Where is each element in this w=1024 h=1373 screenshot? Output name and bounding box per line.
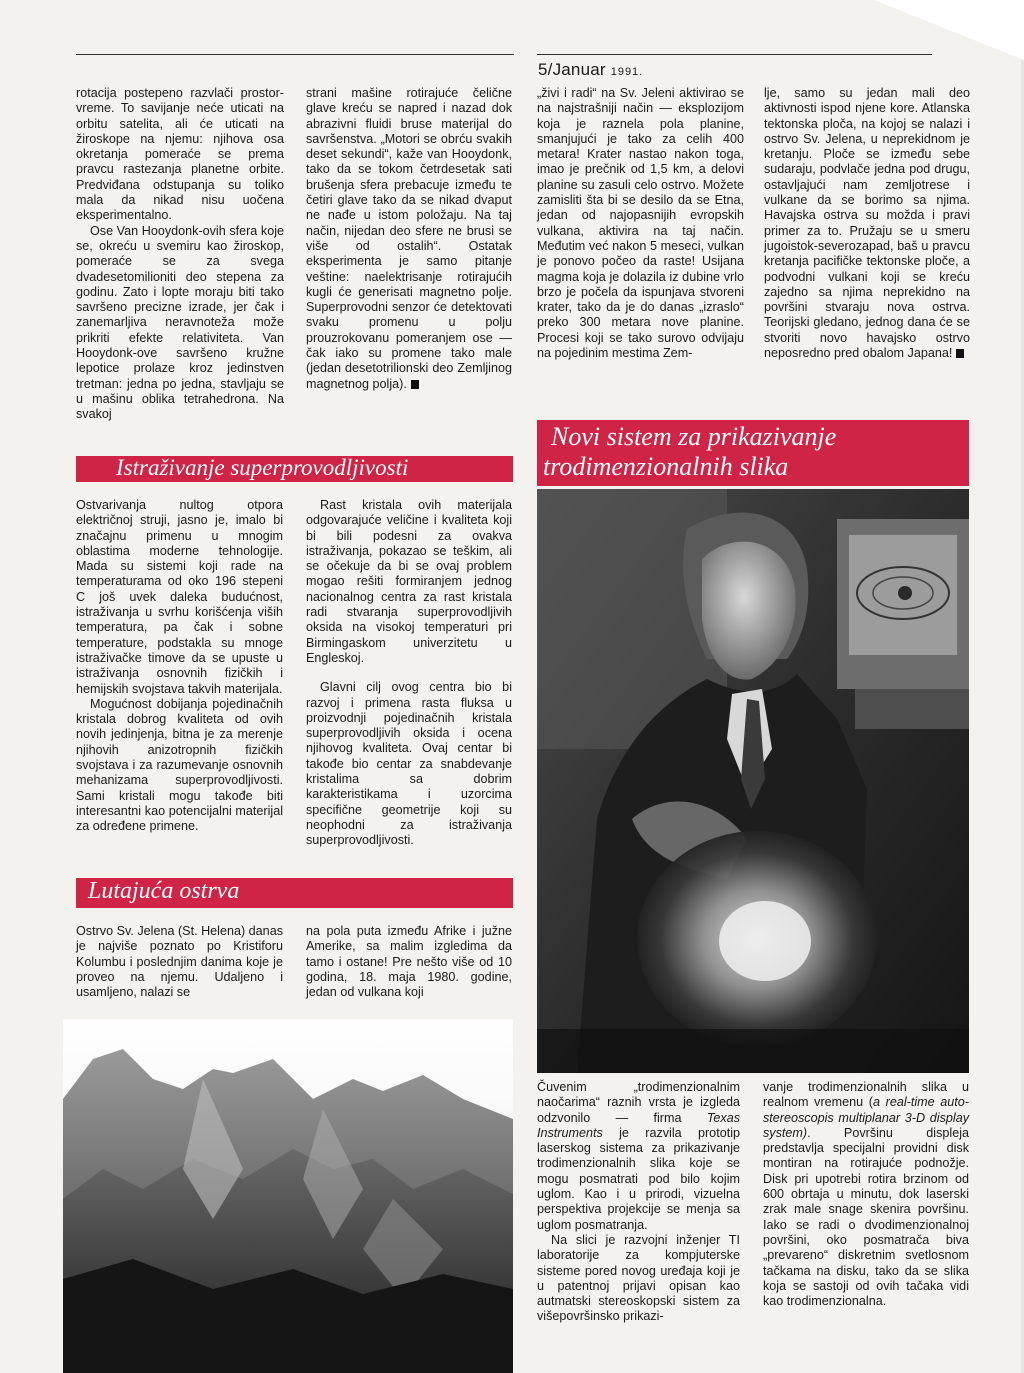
islands-col-2 (306, 924, 512, 1000)
display-article-col-1 (537, 1080, 740, 1325)
section-header-3d-display (537, 420, 969, 486)
article-col-4-top (764, 86, 970, 361)
paragraph: Ostrvo Sv. Jelena (St. Helena) danas je najviše poznato po Kristiforu Kolumbu i poslednjim danima koje je proveo na njemu. Udaljeno i usamljeno, nalazi se (76, 924, 283, 1000)
section-header-islands (76, 878, 513, 908)
article-col-2-top (306, 86, 512, 392)
paragraph: Glavni cilj ovog centra bio bi razvoj i primena rasta fluksa u proizvodnji pojedinačnih kristala superprovodljivih oksida i ocena njihovog kvaliteta. Ovaj centar bi takođe bio centar za snabdevanje kristalima sa dobrim karakteristikama i uzorcima specifične geometrije koji su neophodni za istraživanja superprovodljivosti. (306, 680, 512, 848)
paragraph-text: je razvila prototip laserskog sistema za prikazivanje trodimenzionalnih slika koje se mogu posmatrati pod bilo kojim uglom. Kao i u prirodi, vizuelna perspektiva projekcije se menja sa uglom posmatranja. (537, 1125, 740, 1232)
section-title-line-2: trodimenzionalnih slika (543, 452, 789, 481)
paragraph: na pola puta između Afrike i južne Amerike, sa malim izgledima da tamo i ostane! Pre nešto više od 10 godina, 18. maja 1980. godine, jedan od vulkana koji (306, 924, 512, 1000)
superconductivity-col-2 (306, 498, 512, 894)
paragraph: Ose Van Hooydonk-ovih sfera koje se, okreću u svemiru kao žiroskop, pomeraće se za svega dvadesetomilioniti deo stepena za godinu. Zato i lopte moraju biti tako savršeno precizne izrade, jer čak i zanemarljiva neravnoteža može prikriti efekte relativiteta. Van Hooydonk-ove savršeno kružne lepotice prolaze kroz jedinstven tretman: jedna po jedna, stavljaju se u mašinu oblika tetrahedrona. Na svakoj (76, 223, 284, 422)
island-landscape-photo (63, 1019, 513, 1373)
paragraph-text: strani mašine rotirajuće čelične glave kreću se napred i nazad dok abrazivni fluidi bruse materijal do savršenstva. „Motori se obrću svakih deset sekundi“, kaže van Hooydonk, tako da se tokom četrdesetak sati brušenja sfera prebacuje između te četiri glave tako da se nikad dvaput ne nađe u istom položaju. Na taj način, nijedan deo sfere ne brusi se više od ostalih“. Ostatak eksperimenta je samo pitanje veštine: naelektrisanje rotirajućih kugli će generisati magnetno polje. Superprovodni senzor će detektovati svaku promenu u polju prouzrokovanu pomeranjem ose — čak iako su promene tako male (jedan desetotrilionski deo Zemljinog magnetnog polja). (306, 86, 512, 391)
article-col-3-top (537, 86, 744, 361)
superconductivity-col-1 (76, 498, 283, 835)
engineer-photo (537, 489, 969, 1073)
paragraph (763, 1080, 969, 1309)
paragraph (537, 1080, 740, 1233)
article-col-1-top (76, 86, 284, 423)
paragraph: Ostvarivanja nultog otpora električnoj struji, jasno je, imalo bi značajnu primenu u mnogim oblastima moderne tehnologije. Mada su sistemi koji rade na temperaturama od oko 196 stepeni C još uvek daleka budućnost, istraživanja u svrhu korišćenja viših temperatura, pa čak i sobne temperature, podstakla su mnoge istraživačke timove da se upuste u istraživanja osnovnih fizičkih i hemijskih svojstava takvih materijala. (76, 498, 283, 696)
islands-col-1 (76, 924, 283, 1000)
paragraph: „živi i radi“ na Sv. Jeleni aktivirao se na najstrašniji način — eksplozijom koja je raznela pola planine, smanjujući je tako za celih 400 metara! Krater nastao nakon toga, imao je prečnik od 1,5 km, a delovi planine su zasuli celo ostrvo. Možete zamisliti šta bi se desilo da se Etna, jedan od najopasnijih evropskih vulkana, aktivira na taj način. Međutim već nakon 5 meseci, vulkan je ponovo počeo da raste! Usijana magma koja je dolazila iz dubine vrlo brzo je počela da ispunjava stvoreni krater, tako da je do danas „izraslo“ preko 300 metara nove planine. Procesi koji se tako surovo odvijaju na pojedinim mestima Zem- (537, 86, 744, 361)
section-title: Lutajuća ostrva (88, 878, 240, 904)
paragraph: Mogućnost dobijanja pojedinačnih kristala dobrog kvaliteta od ovih novih jedinjenja, bitna je za merenje njihovih anizotropnih fizičkih svojstava i za razumevanje osnovnih mehanizama superprovodljivosti. Sami kristali mogu takođe biti interesantni kao potencijalni materijal za određene primene. (76, 696, 283, 834)
display-article-col-2 (763, 1080, 969, 1309)
paragraph: Na slici je razvojni inženjer TI laboratorije za kompjuterske sisteme pored novog uređaja koji je u patentnoj prijavi opisan kao autmatski stereoskopski sistem za višepovršinsko prikazi- (537, 1232, 740, 1324)
end-mark (956, 349, 964, 358)
issue-year: 1991. (610, 66, 644, 78)
system-name: a real-time auto-stereoscopis multiplanar 3-D display system) (763, 1095, 969, 1140)
issue-label (538, 60, 643, 80)
paragraph (306, 86, 512, 392)
paragraph-text: vanje trodimenzionalnih slika u realnom vremenu ( (763, 1080, 969, 1110)
paragraph: Rast kristala ovih materijala odgovarajuće veličine i kvaliteta koji bi bili podesni za ovakva istraživanja, pokazao se teškim, ali se očekuje da bi se ovaj problem mogao rešiti formiranjem jednog nacionalnog centra za rast kristala radi stvaranja superprovodljivih oksida na visokoj temperaturi pri Birmingaskom univerzitetu u Engleskoj. (306, 498, 512, 665)
company-name: Texas Instruments (537, 1110, 740, 1140)
section-title: Istraživanje superprovodljivosti (116, 456, 409, 480)
section-header-superconductivity (76, 456, 513, 482)
section-title-line-1: Novi sistem za prikazivanje (551, 422, 837, 451)
paper-corner (874, 0, 1024, 60)
paragraph-text: Čuvenim „trodimenzionalnim naočarima“ raznih vrsta je izgleda odzvonilo — firma (537, 1080, 740, 1125)
issue-number: 5/Januar (538, 60, 606, 79)
paragraph (764, 86, 970, 361)
engineer-photo-image (537, 489, 969, 1073)
paragraph-text: . Površinu displeja predstavlja specijalni providni disk montiran na rotirajuće podnožje. Disk pri upotrebi rotira brzinom od 600 obrtaja u minutu, dok laserski zrak male snage skenira površinu. Iako se radi o dvodimenzionalnoj površini, oko posmatrača biva „prevareno“ diskretnim svetlosnom tačkama na disku, tako da se slika koja se sastoji od ovih tačaka vidi kao trodimenzionalna. (763, 1125, 969, 1309)
end-mark (411, 380, 419, 389)
paragraph: rotacija postepeno razvlači prostor-vreme. To savijanje neće uticati na orbitu satelita, ali će uticati na žiroskope na njemu: njihova osa okretanja pomeraće se prema pravcu rastezanja planetne orbite. Predviđana odstupanja su toliko mala da nikad nisu uočena eksperimentalno. (76, 86, 284, 223)
header-rule-left (76, 54, 514, 55)
island-landscape-image (63, 1019, 513, 1373)
paragraph-text: lje, samo su jedan mali deo aktivnosti ispod njene kore. Atlanska tektonska ploča, na kojoj se nalazi i ostrvo Sv. Jelena, u neprekidnom je kretanju. Ploče se između sebe sudaraju, podvlače jedna pod drugu, ostavljajući nam zemljotrese i vulkane da se borimo sa njima. Havajska ostrva su možda i pravi primer za to. Pružaju se u smeru jugoistok-severozapad, baš u pravcu kretanja pacifičke tektonske ploče, a podvodni vulkani koji se kreću zajedno sa njima neprekidno na površini stvaraju nova ostrva. Teorijski gledano, jednog dana će se stvoriti novo havajsko ostrvo neposredno pred obalom Japana! (764, 86, 970, 361)
header-rule-right (537, 54, 932, 55)
